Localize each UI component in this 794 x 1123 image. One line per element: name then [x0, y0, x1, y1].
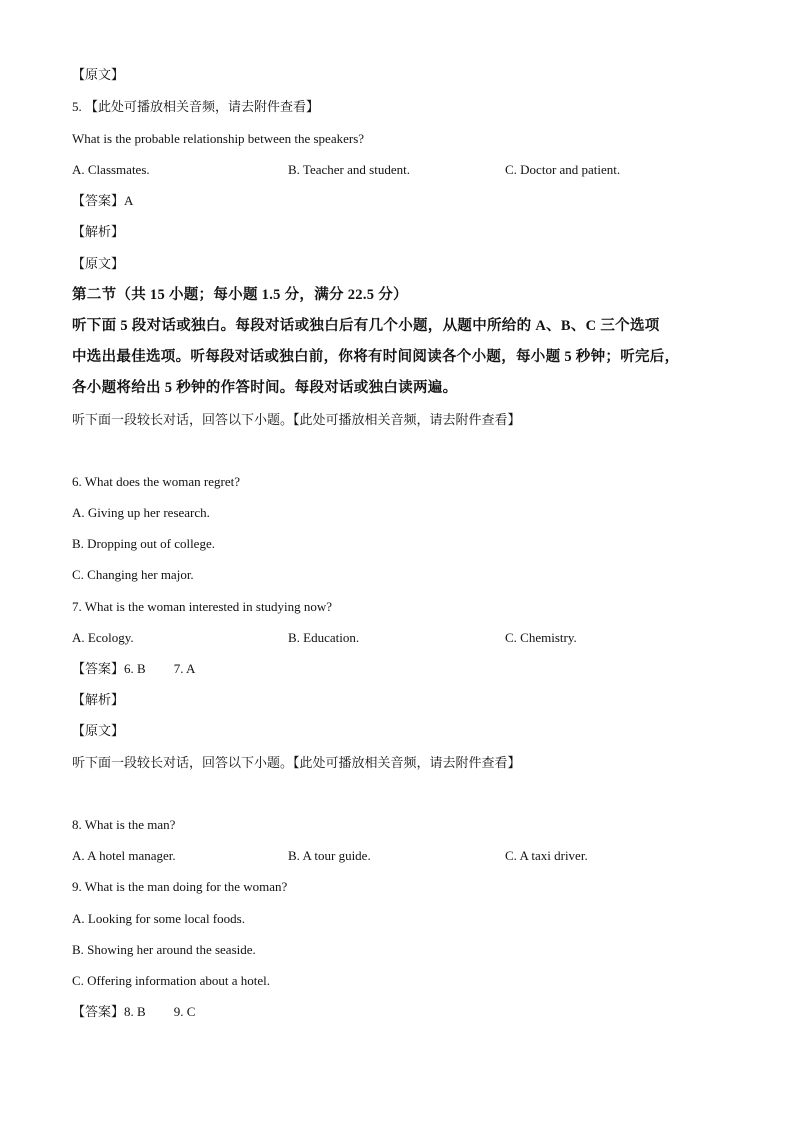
answer-value: 7. A	[173, 661, 196, 676]
question-7-options	[72, 629, 577, 647]
option-a: A. Classmates.	[72, 162, 150, 177]
section-instructions-line-1: 听下面 5 段对话或独白。每段对话或独白后有几个小题，从题中所给的 A、B、C 三个选项	[72, 318, 660, 334]
question-number: 5.	[72, 99, 82, 114]
question-7-text: 7. What is the woman interested in studying now?	[72, 599, 333, 614]
option-a: A. A hotel manager.	[72, 848, 176, 863]
question-9-option-c: C. Offering information about a hotel.	[72, 973, 270, 988]
question-5-header	[72, 98, 319, 116]
question-8-options	[72, 847, 588, 865]
original-tag: 【原文】	[72, 723, 125, 738]
original-tag: 【原文】	[72, 256, 125, 271]
analysis-tag: 【解析】	[72, 224, 125, 239]
question-8-text: 8. What is the man?	[72, 817, 176, 832]
question-6-option-b: B. Dropping out of college.	[72, 536, 215, 551]
section-instructions-line-2: 中选出最佳选项。听每段对话或独白前，你将有时间阅读各个小题，每小题 5 秒钟；听完后，	[72, 349, 680, 365]
answer-line	[72, 660, 195, 678]
answer-line	[72, 1003, 195, 1021]
option-c: C. A taxi driver.	[505, 848, 588, 863]
option-a: A. Ecology.	[72, 630, 134, 645]
option-c: C. Chemistry.	[505, 630, 577, 645]
original-tag: 【原文】	[72, 67, 125, 82]
option-c: C. Doctor and patient.	[505, 162, 621, 177]
answer-value: A	[124, 193, 134, 208]
question-6-text: 6. What does the woman regret?	[72, 474, 240, 489]
question-6-option-a: A. Giving up her research.	[72, 505, 210, 520]
section-instructions-line-3: 各小题将给出 5 秒钟的作答时间。每段对话或独白读两遍。	[72, 380, 458, 396]
answer-tag: 【答案】	[72, 193, 125, 208]
answer-value: 9. C	[173, 1004, 196, 1019]
option-b: B. Education.	[288, 630, 360, 645]
answer-value: 6. B	[124, 661, 146, 676]
answer-tag: 【答案】	[72, 1004, 125, 1019]
audio-note: 【此处可播放相关音频，请去附件查看】	[85, 99, 320, 114]
answer-line	[72, 192, 133, 210]
question-9-option-a: A. Looking for some local foods.	[72, 911, 245, 926]
analysis-tag: 【解析】	[72, 692, 125, 707]
dialog-intro: 听下面一段较长对话，回答以下小题。【此处可播放相关音频，请去附件查看】	[72, 755, 521, 770]
dialog-intro: 听下面一段较长对话，回答以下小题。【此处可播放相关音频，请去附件查看】	[72, 412, 521, 427]
section-heading: 第二节（共 15 小题；每小题 1.5 分，满分 22.5 分）	[72, 287, 408, 303]
question-9-text: 9. What is the man doing for the woman?	[72, 879, 288, 894]
answer-tag: 【答案】	[72, 661, 125, 676]
option-b: B. Teacher and student.	[288, 162, 410, 177]
option-b: B. A tour guide.	[288, 848, 371, 863]
answer-value: 8. B	[124, 1004, 146, 1019]
question-6-option-c: C. Changing her major.	[72, 567, 194, 582]
question-5-options	[72, 161, 621, 179]
question-9-option-b: B. Showing her around the seaside.	[72, 942, 256, 957]
question-5-text: What is the probable relationship between the speakers?	[72, 131, 365, 146]
